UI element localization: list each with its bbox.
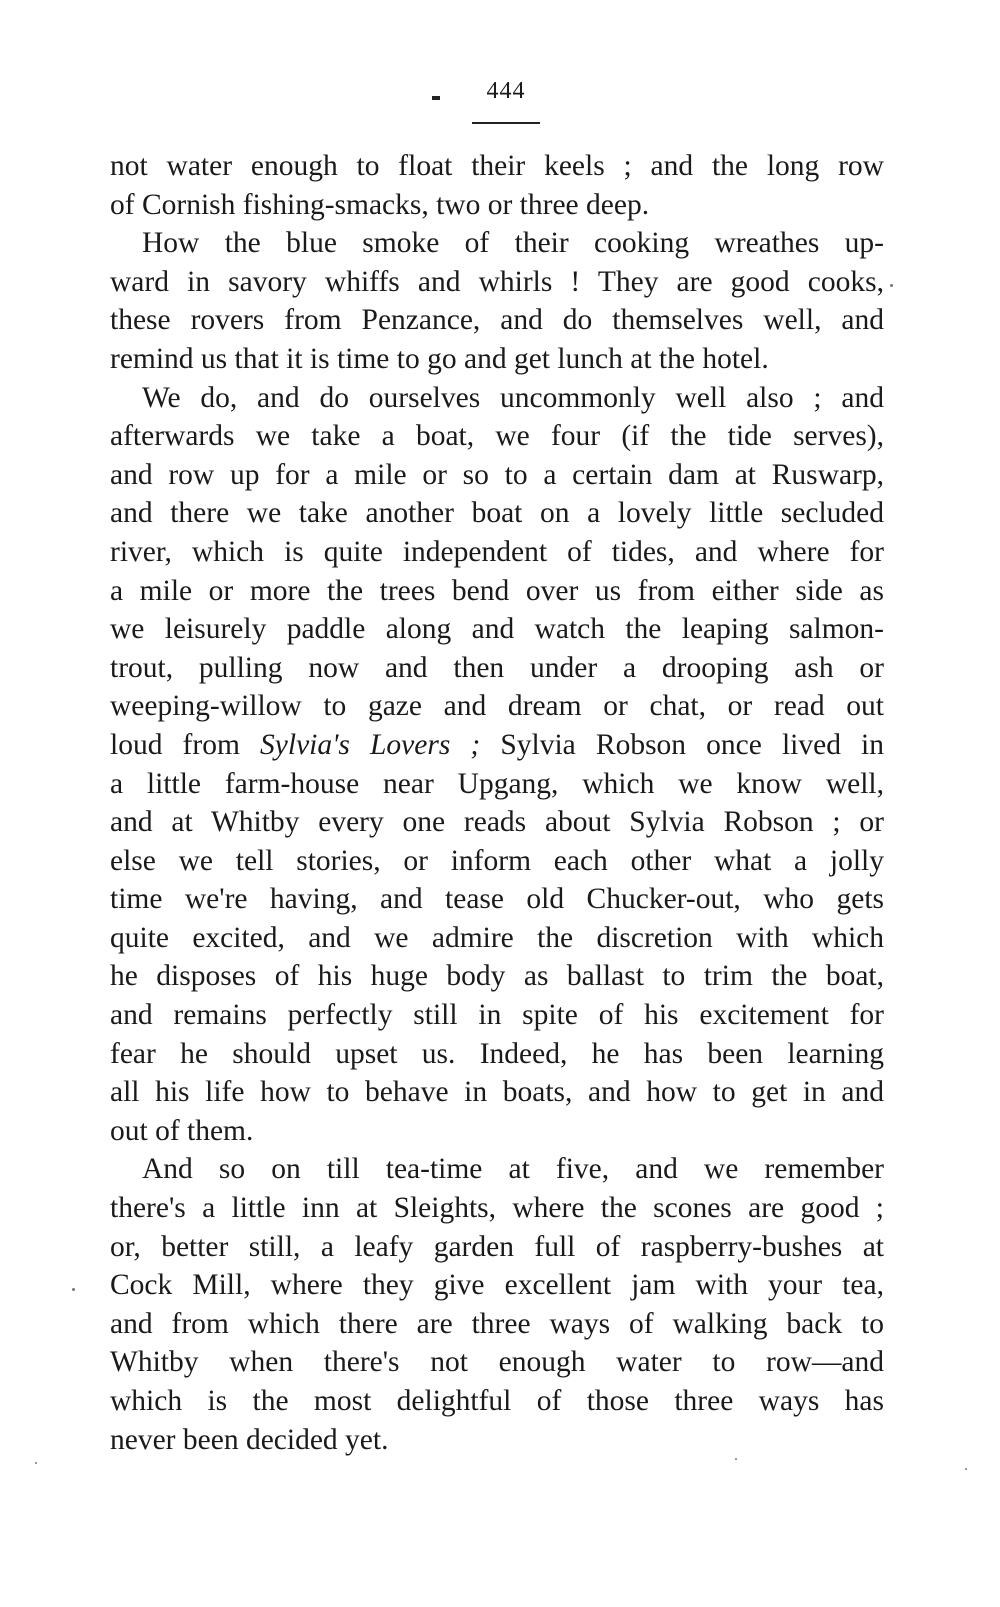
text-line: and from which there are three ways of walking back to [110,1307,884,1340]
text-line: Cock Mill, where they give excellent jam with your tea, [110,1269,884,1302]
text-line: quite excited, and we admire the discretion with which [110,921,884,954]
page-number-dash [432,96,440,100]
text-line-with-title [110,726,884,765]
text-segment: Sylvia Robson once lived in [480,728,885,761]
text-line: and row up for a mile or so to a certain dam at Ruswarp, [110,458,884,491]
text-line: And so on till tea-time at five, and we remember [142,1153,884,1186]
book-title: Sylvia's Lovers ; [260,728,481,761]
paragraph [110,379,884,1151]
page-number-rule [472,122,540,124]
paragraph [110,147,884,224]
text-line: ward in savory whiffs and whirls ! They are good cooks, [110,265,884,298]
text-line: river, which is quite independent of tides, and where for [110,535,884,568]
paragraph [110,224,884,378]
text-line: afterwards we take a boat, we four (if the tide serves), [110,420,884,453]
text-line: remind us that it is time to go and get lunch at the hotel. [110,342,769,375]
text-line: not water enough to float their keels ; and the long row [110,150,884,182]
text-line: of Cornish fishing-smacks, two or three deep. [110,188,650,221]
text-line: we leisurely paddle along and watch the leaping salmon- [110,613,884,646]
scan-speck [890,284,893,287]
text-line: weeping-willow to gaze and dream or chat, or read out [110,690,884,723]
text-line: else we tell stories, or inform each other what a jolly [110,844,884,877]
page-number: 444 [486,78,526,104]
text-line: Whitby when there's not enough water to row—and [110,1346,884,1379]
text-line: time we're having, and tease old Chucker-out, who gets [110,883,884,916]
body-text [110,147,884,1459]
text-line: there's a little inn at Sleights, where the scones are good ; [110,1192,884,1225]
text-line: fear he should upset us. Indeed, he has been learning [110,1037,884,1070]
text-line: a little farm-house near Upgang, which we know well, [110,767,884,800]
text-segment: loud from [110,728,261,761]
text-line: he disposes of his huge body as ballast to trim the boat, [110,960,884,993]
text-line: never been decided yet. [110,1423,389,1456]
text-line: We do, and do ourselves uncommonly well also ; and [142,381,884,414]
scan-speck [72,1288,75,1291]
text-line: all his life how to behave in boats, and how to get in and [110,1076,884,1109]
text-line: trout, pulling now and then under a drooping ash or [110,651,884,684]
text-line: a mile or more the trees bend over us from either side as [110,574,884,607]
text-line: these rovers from Penzance, and do themselves well, and [110,304,884,337]
text-line: out of them. [110,1114,254,1147]
text-line: and there we take another boat on a lovely little secluded [110,497,884,530]
text-line: and remains perfectly still in spite of his excitement for [110,999,884,1032]
scan-speck [965,1468,967,1470]
text-line: and at Whitby every one reads about Sylvia Robson ; or [110,806,884,839]
text-line: or, better still, a leafy garden full of raspberry-bushes at [110,1230,884,1263]
scan-speck [735,1458,737,1460]
scan-speck [35,1462,37,1464]
text-line: which is the most delightful of those three ways has [110,1385,884,1417]
text-line: How the blue smoke of their cooking wreathes up- [142,227,884,260]
paragraph [110,1150,884,1459]
